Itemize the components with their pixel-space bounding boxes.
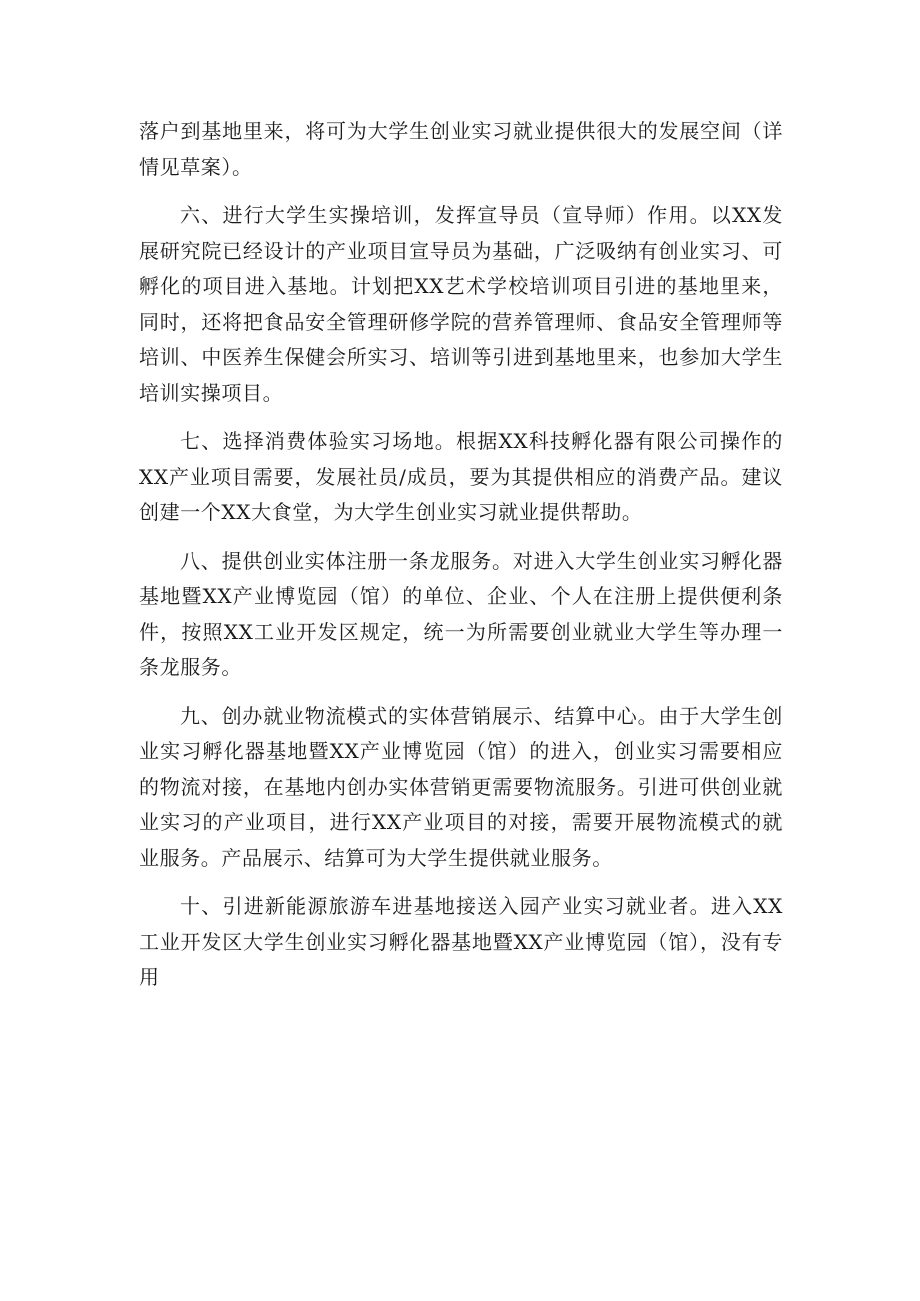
paragraph-item-9: 九、创办就业物流模式的实体营销展示、结算中心。由于大学生创业实习孵化器基地暨XX产业博览园（馆）的进入，创业实习需要相应的物流对接，在基地内创办实体营销更需要物流服务。引进可供创业就业实习的产业项目，进行XX产业项目的对接，需要开展物流模式的就业服务。产品展示、结算可为大学生提供就业服务。 xyxy=(139,703,783,870)
paragraph-item-8: 八、提供创业实体注册一条龙服务。对进入大学生创业实习孵化器基地暨XX产业博览园（馆）的单位、企业、个人在注册上提供便利条件，按照XX工业开发区规定，统一为所需要创业就业大学生等办理一条龙服务。 xyxy=(139,548,783,679)
paragraph-item-6: 六、进行大学生实操培训，发挥宣导员（宣导师）作用。以XX发展研究院已经设计的产业项目宣导员为基础，广泛吸纳有创业实习、可孵化的项目进入基地。计划把XX艺术学校培训项目引进的基地里来，同时，还将把食品安全管理研修学院的营养管理师、食品安全管理师等培训、中医养生保健会所实习、培训等引进到基地里来，也参加大学生培训实操项目。 xyxy=(139,203,783,405)
paragraph-item-10: 十、引进新能源旅游车进基地接送入园产业实习就业者。进入XX工业开发区大学生创业实习孵化器基地暨XX产业博览园（馆），没有专用 xyxy=(139,894,783,989)
paragraph-continuation: 落户到基地里来，将可为大学生创业实习就业提供很大的发展空间（详情见草案）。 xyxy=(139,119,783,179)
document-body xyxy=(139,114,783,996)
paragraph-item-7: 七、选择消费体验实习场地。根据XX科技孵化器有限公司操作的XX产业项目需要，发展社员/成员，要为其提供相应的消费产品。建议创建一个XX大食堂，为大学生创业实习就业提供帮助。 xyxy=(139,429,783,524)
